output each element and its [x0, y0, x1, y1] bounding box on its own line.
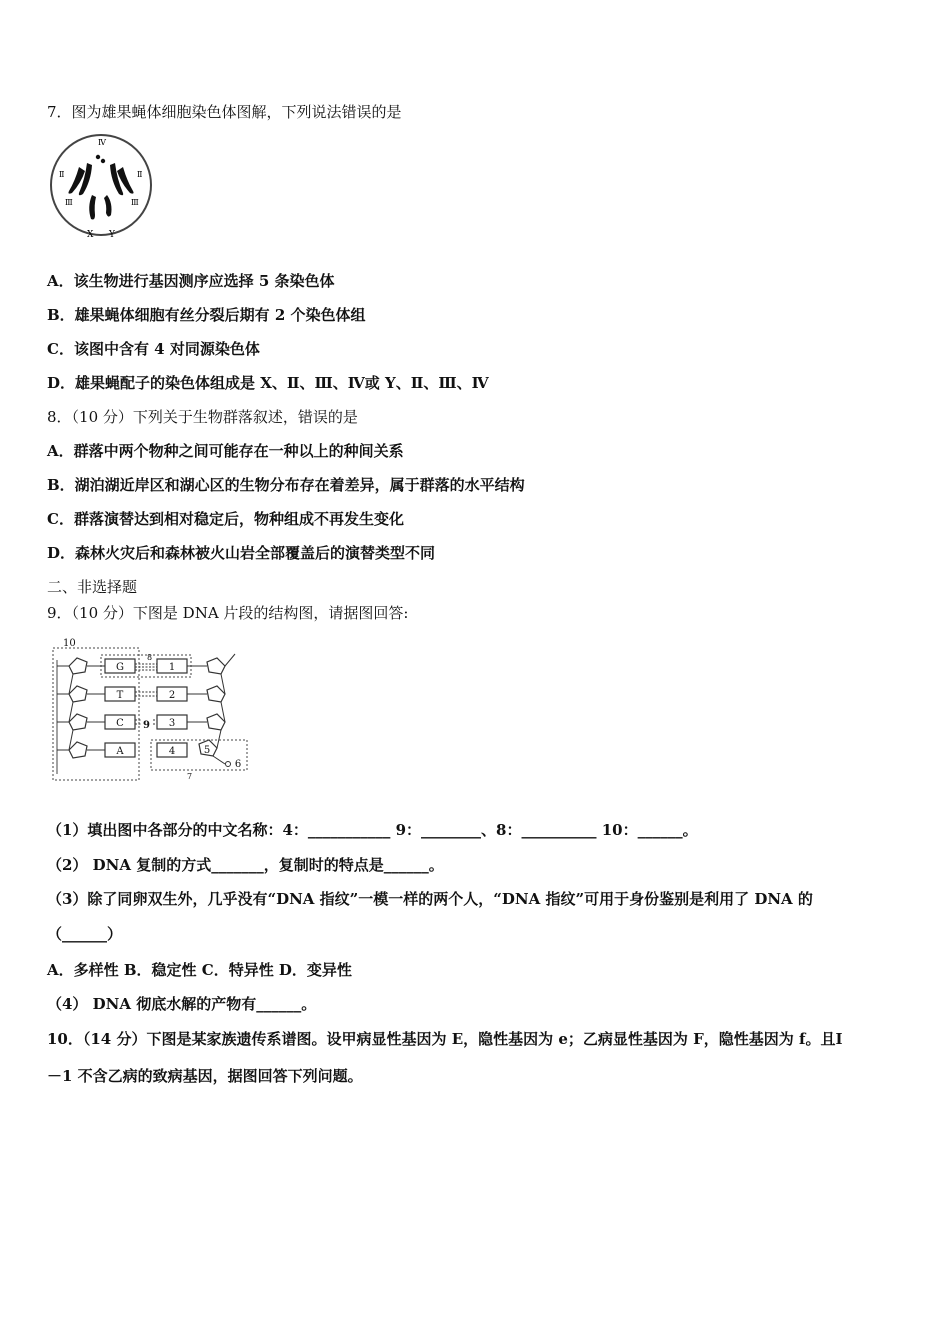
q10-line2: －1 不含乙病的致病基因，据图回答下列问题。	[47, 1067, 363, 1085]
q8-option-b: B．湖泊湖近岸区和湖心区的生物分布存在着差异，属于群落的水平结构	[47, 476, 525, 494]
label-9: 9	[143, 720, 150, 731]
label-10: 10	[63, 638, 76, 649]
q9-sub3-line2: （______）	[47, 925, 123, 943]
q7-option-a: A．该生物进行基因测序应选择 5 条染色体	[47, 272, 335, 290]
label-x: X	[87, 230, 94, 240]
base-right-1: 1	[168, 662, 176, 673]
label-iii-right: Ⅲ	[131, 198, 139, 207]
q7-stem: 7．图为雄果蝇体细胞染色体图解，下列说法错误的是	[47, 103, 402, 121]
base-left-3: C	[116, 718, 124, 729]
base-left-4: A	[116, 746, 124, 757]
q9-sub1: （1）填出图中各部分的中文名称：4：___________ 9：________、8：__________ 10：______。	[47, 821, 698, 839]
q9-sub3-options: A．多样性 B．稳定性 C．特异性 D．变异性	[47, 961, 352, 979]
label-8: 8	[147, 653, 153, 662]
label-ii-right: Ⅱ	[137, 170, 143, 179]
label-6: 6	[234, 759, 242, 770]
label-iii-left: Ⅲ	[65, 198, 73, 207]
dna-structure-figure	[47, 636, 257, 784]
q9-stem: 9．（10 分）下图是 DNA 片段的结构图，请据图回答:	[47, 604, 409, 622]
q9-sub4: （4） DNA 彻底水解的产物有______。	[47, 995, 317, 1013]
q8-option-a: A．群落中两个物种之间可能存在一种以上的种间关系	[47, 442, 404, 460]
label-7: 7	[187, 772, 193, 781]
label-5: 5	[203, 745, 211, 756]
base-left-2: T	[116, 690, 124, 701]
q7-option-b: B．雄果蝇体细胞有丝分裂后期有 2 个染色体组	[47, 306, 366, 324]
base-right-4: 4	[168, 746, 176, 757]
chromosome-figure	[45, 133, 157, 241]
q10-line1: 10．（14 分）下图是某家族遗传系谱图。设甲病显性基因为 E，隐性基因为 e；乙病显性基因为 F，隐性基因为 f。且Ⅰ	[47, 1030, 843, 1048]
q7-option-d: D．雄果蝇配子的染色体组成是 X、Ⅱ、Ⅲ、Ⅳ或 Y、Ⅱ、Ⅲ、Ⅳ	[47, 374, 489, 392]
q8-option-d: D．森林火灾后和森林被火山岩全部覆盖后的演替类型不同	[47, 544, 436, 562]
label-y: Y	[109, 230, 115, 240]
q7-option-c: C．该图中含有 4 对同源染色体	[47, 340, 260, 358]
base-right-2: 2	[168, 690, 176, 701]
section-title: 二、非选择题	[47, 578, 138, 596]
label-iv: Ⅳ	[98, 138, 106, 147]
q8-option-c: C．群落演替达到相对稳定后，物种组成不再发生变化	[47, 510, 404, 528]
q9-sub2: （2） DNA 复制的方式_______，复制时的特点是______。	[47, 856, 444, 874]
q8-stem: 8．（10 分）下列关于生物群落叙述，错误的是	[47, 408, 358, 426]
label-ii-left: Ⅱ	[59, 170, 65, 179]
q9-sub3-line1: （3）除了同卵双生外，几乎没有“DNA 指纹”一模一样的两个人，“DNA 指纹”可用于身份鉴别是利用了 DNA 的	[47, 890, 813, 908]
base-left-1: G	[116, 662, 124, 673]
base-right-3: 3	[168, 718, 176, 729]
